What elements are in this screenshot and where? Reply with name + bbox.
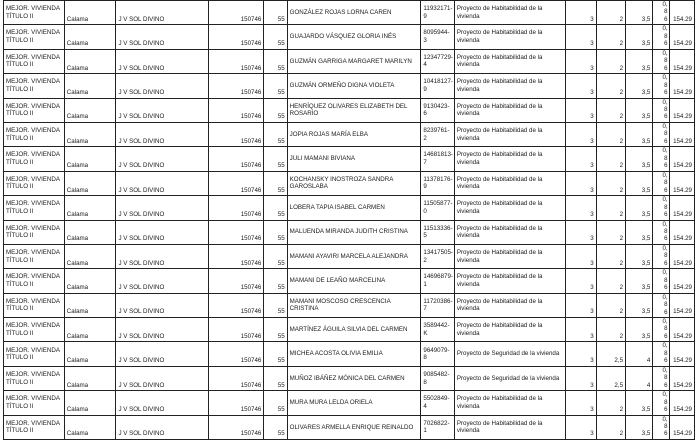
value-a-cell: 3 [566,98,596,122]
committee-cell: J V SOL DIVINO [116,74,208,98]
table-row [4,391,695,415]
commune-cell: Calama [64,415,116,439]
table-row [4,1,695,25]
beneficiary-name-cell: GUAJARDO VÁSQUEZ GLORIA INÉS [287,25,421,49]
value-d-cell: 0, 8 6 [653,366,669,390]
count-cell: 55 [264,147,287,171]
count-cell: 55 [264,25,287,49]
value-c-cell: 3,5 [626,196,653,220]
value-c-cell: 3,5 [626,74,653,98]
rut-cell: 8095944-3 [421,25,454,49]
program-cell: MEJOR. VIVIENDA TÍTULO II [4,415,65,439]
value-b-cell: 2,5 [596,366,625,390]
total-cell: 154.29 [669,391,694,415]
value-b-cell: 2,5 [596,342,625,366]
program-cell: MEJOR. VIVIENDA TÍTULO II [4,147,65,171]
commune-cell: Calama [64,293,116,317]
beneficiary-name-cell: LOBERA TAPIA ISABEL CARMEN [287,196,421,220]
total-cell: 154.29 [669,147,694,171]
committee-cell: J V SOL DIVINO [116,98,208,122]
value-a-cell: 3 [566,391,596,415]
rut-cell: 14681813-7 [421,147,454,171]
value-b-cell: 2 [596,318,625,342]
value-c-cell: 3,5 [626,391,653,415]
value-c-cell: 3,5 [626,98,653,122]
code-cell: 150746 [208,244,264,268]
count-cell: 55 [264,1,287,25]
program-cell: MEJOR. VIVIENDA TÍTULO II [4,391,65,415]
beneficiary-name-cell: GONZÁLEZ ROJAS LORNA CAREN [287,1,421,25]
code-cell: 150746 [208,98,264,122]
commune-cell: Calama [64,49,116,73]
count-cell: 55 [264,318,287,342]
code-cell: 150746 [208,342,264,366]
value-a-cell: 3 [566,366,596,390]
value-c-cell: 4 [626,366,653,390]
value-b-cell: 2 [596,74,625,98]
program-cell: MEJOR. VIVIENDA TÍTULO II [4,269,65,293]
value-d-cell: 0, 8 6 [653,74,669,98]
code-cell: 150746 [208,318,264,342]
project-type-cell: Proyecto de Habitabilidad de la vivienda [454,147,565,171]
value-a-cell: 3 [566,196,596,220]
value-c-cell: 3,5 [626,220,653,244]
value-a-cell: 3 [566,220,596,244]
commune-cell: Calama [64,220,116,244]
count-cell: 55 [264,220,287,244]
value-d-cell: 0, 8 6 [653,391,669,415]
value-a-cell: 3 [566,318,596,342]
total-cell: 154.29 [669,244,694,268]
code-cell: 150746 [208,415,264,439]
program-cell: MEJOR. VIVIENDA TÍTULO II [4,196,65,220]
table-row [4,98,695,122]
beneficiary-name-cell: KOCHANSKY INOSTROZA SANDRA GAROSLABA [287,171,421,195]
table-row [4,366,695,390]
committee-cell: J V SOL DIVINO [116,391,208,415]
count-cell: 55 [264,269,287,293]
project-type-cell: Proyecto de Habitabilidad de la vivienda [454,318,565,342]
value-d-cell: 0, 8 6 [653,147,669,171]
beneficiary-name-cell: JULI MAMANI BIVIANA [287,147,421,171]
count-cell: 55 [264,366,287,390]
rut-cell: 9130423-6 [421,98,454,122]
committee-cell: J V SOL DIVINO [116,49,208,73]
count-cell: 55 [264,342,287,366]
project-type-cell: Proyecto de Habitabilidad de la vivienda [454,1,565,25]
table-row [4,244,695,268]
value-c-cell: 3,5 [626,293,653,317]
value-c-cell: 3,5 [626,244,653,268]
project-type-cell: Proyecto de Habitabilidad de la vivienda [454,244,565,268]
value-b-cell: 2 [596,49,625,73]
code-cell: 150746 [208,293,264,317]
rut-cell: 5502849-4 [421,391,454,415]
program-cell: MEJOR. VIVIENDA TÍTULO II [4,1,65,25]
project-type-cell: Proyecto de Habitabilidad de la vivienda [454,196,565,220]
program-cell: MEJOR. VIVIENDA TÍTULO II [4,244,65,268]
commune-cell: Calama [64,244,116,268]
program-cell: MEJOR. VIVIENDA TÍTULO II [4,98,65,122]
total-cell: 154.29 [669,220,694,244]
value-b-cell: 2 [596,25,625,49]
committee-cell: J V SOL DIVINO [116,342,208,366]
committee-cell: J V SOL DIVINO [116,171,208,195]
value-a-cell: 3 [566,25,596,49]
rut-cell: 10418127-9 [421,74,454,98]
table-row [4,74,695,98]
value-c-cell: 3,5 [626,171,653,195]
value-b-cell: 2 [596,269,625,293]
value-b-cell: 2 [596,171,625,195]
value-b-cell: 2 [596,98,625,122]
committee-cell: J V SOL DIVINO [116,1,208,25]
table-row [4,342,695,366]
value-b-cell: 2 [596,147,625,171]
table-row [4,220,695,244]
project-type-cell: Proyecto de Habitabilidad de la vivienda [454,122,565,146]
code-cell: 150746 [208,1,264,25]
beneficiary-name-cell: JOPIA ROJAS MARÍA ELBA [287,122,421,146]
count-cell: 55 [264,196,287,220]
count-cell: 55 [264,171,287,195]
beneficiary-name-cell: MAMANI AYAVIRI MARCELA ALEJANDRA [287,244,421,268]
count-cell: 55 [264,49,287,73]
code-cell: 150746 [208,74,264,98]
commune-cell: Calama [64,269,116,293]
value-c-cell: 4 [626,342,653,366]
code-cell: 150746 [208,391,264,415]
total-cell: 154.29 [669,171,694,195]
commune-cell: Calama [64,1,116,25]
total-cell: 154.29 [669,49,694,73]
value-c-cell: 3,5 [626,415,653,439]
project-type-cell: Proyecto de Habitabilidad de la vivienda [454,415,565,439]
commune-cell: Calama [64,366,116,390]
total-cell: 154.29 [669,122,694,146]
rut-cell: 9085482-8 [421,366,454,390]
code-cell: 150746 [208,171,264,195]
value-c-cell: 3,5 [626,1,653,25]
total-cell: 154.29 [669,1,694,25]
table-row [4,269,695,293]
value-d-cell: 0, 8 6 [653,244,669,268]
commune-cell: Calama [64,74,116,98]
value-b-cell: 2 [596,391,625,415]
value-d-cell: 0, 8 6 [653,98,669,122]
code-cell: 150746 [208,25,264,49]
commune-cell: Calama [64,171,116,195]
value-b-cell: 2 [596,1,625,25]
code-cell: 150746 [208,366,264,390]
table-row [4,196,695,220]
count-cell: 55 [264,98,287,122]
project-type-cell: Proyecto de Habitabilidad de la vivienda [454,74,565,98]
commune-cell: Calama [64,318,116,342]
commune-cell: Calama [64,196,116,220]
project-type-cell: Proyecto de Habitabilidad de la vivienda [454,269,565,293]
value-b-cell: 2 [596,220,625,244]
rut-cell: 13417505-2 [421,244,454,268]
value-c-cell: 3,5 [626,25,653,49]
value-a-cell: 3 [566,342,596,366]
beneficiary-name-cell: GUZMÁN ORMEÑO DIGNA VIOLETA [287,74,421,98]
commune-cell: Calama [64,25,116,49]
total-cell: 154.29 [669,269,694,293]
code-cell: 150746 [208,49,264,73]
beneficiary-name-cell: MARTÍNEZ ÁGUILA SILVIA DEL CARMEN [287,318,421,342]
count-cell: 55 [264,293,287,317]
value-c-cell: 3,5 [626,49,653,73]
value-a-cell: 3 [566,293,596,317]
program-cell: MEJOR. VIVIENDA TÍTULO II [4,171,65,195]
beneficiary-name-cell: MURA MURA LELDA ORIELA [287,391,421,415]
beneficiary-table [3,0,695,440]
code-cell: 150746 [208,147,264,171]
program-cell: MEJOR. VIVIENDA TÍTULO II [4,122,65,146]
value-d-cell: 0, 8 6 [653,220,669,244]
rut-cell: 9649079-8 [421,342,454,366]
committee-cell: J V SOL DIVINO [116,25,208,49]
rut-cell: 12347729-4 [421,49,454,73]
value-a-cell: 3 [566,1,596,25]
value-c-cell: 3,5 [626,318,653,342]
rut-cell: 11720386-7 [421,293,454,317]
value-d-cell: 0, 8 6 [653,269,669,293]
project-type-cell: Proyecto de Habitabilidad de la vivienda [454,25,565,49]
table-row [4,25,695,49]
program-cell: MEJOR. VIVIENDA TÍTULO II [4,318,65,342]
table-row [4,415,695,439]
committee-cell: J V SOL DIVINO [116,122,208,146]
committee-cell: J V SOL DIVINO [116,147,208,171]
project-type-cell: Proyecto de Habitabilidad de la vivienda [454,49,565,73]
committee-cell: J V SOL DIVINO [116,244,208,268]
code-cell: 150746 [208,196,264,220]
commune-cell: Calama [64,147,116,171]
total-cell: 154.29 [669,318,694,342]
table-row [4,147,695,171]
beneficiary-name-cell: MALUENDA MIRANDA JUDITH CRISTINA [287,220,421,244]
beneficiary-name-cell: MUÑOZ IBÁÑEZ MÓNICA DEL CARMEN [287,366,421,390]
count-cell: 55 [264,74,287,98]
beneficiary-name-cell: MICHEA ACOSTA OLIVIA EMILIA [287,342,421,366]
value-c-cell: 3,5 [626,122,653,146]
commune-cell: Calama [64,98,116,122]
project-type-cell: Proyecto de Habitabilidad de la vivienda [454,293,565,317]
count-cell: 55 [264,415,287,439]
program-cell: MEJOR. VIVIENDA TÍTULO II [4,49,65,73]
value-d-cell: 0, 8 6 [653,122,669,146]
value-a-cell: 3 [566,171,596,195]
value-a-cell: 3 [566,122,596,146]
project-type-cell: Proyecto de Habitabilidad de la vivienda [454,391,565,415]
total-cell: 154.29 [669,415,694,439]
committee-cell: J V SOL DIVINO [116,269,208,293]
table-row [4,49,695,73]
rut-cell: 7026822-1 [421,415,454,439]
value-a-cell: 3 [566,74,596,98]
total-cell: 154.29 [669,342,694,366]
count-cell: 55 [264,391,287,415]
committee-cell: J V SOL DIVINO [116,366,208,390]
value-d-cell: 0, 8 6 [653,293,669,317]
value-d-cell: 0, 8 6 [653,342,669,366]
committee-cell: J V SOL DIVINO [116,220,208,244]
value-a-cell: 3 [566,415,596,439]
program-cell: MEJOR. VIVIENDA TÍTULO II [4,366,65,390]
value-d-cell: 0, 8 6 [653,1,669,25]
total-cell: 154.29 [669,98,694,122]
program-cell: MEJOR. VIVIENDA TÍTULO II [4,293,65,317]
table-row [4,122,695,146]
beneficiary-name-cell: GUZMÁN GARRIGA MARGARET MARILYN [287,49,421,73]
rut-cell: 11505877-0 [421,196,454,220]
rut-cell: 3589442-K [421,318,454,342]
rut-cell: 11932171-9 [421,1,454,25]
table-row [4,293,695,317]
program-cell: MEJOR. VIVIENDA TÍTULO II [4,74,65,98]
committee-cell: J V SOL DIVINO [116,415,208,439]
committee-cell: J V SOL DIVINO [116,196,208,220]
commune-cell: Calama [64,391,116,415]
beneficiary-name-cell: OLIVARES ARMELLA ENRIQUE REINALDO [287,415,421,439]
value-a-cell: 3 [566,49,596,73]
commune-cell: Calama [64,342,116,366]
total-cell: 154.29 [669,196,694,220]
project-type-cell: Proyecto de Seguridad de la vivienda [454,366,565,390]
committee-cell: J V SOL DIVINO [116,318,208,342]
value-a-cell: 3 [566,147,596,171]
total-cell: 154.29 [669,74,694,98]
value-c-cell: 3,5 [626,147,653,171]
project-type-cell: Proyecto de Habitabilidad de la vivienda [454,171,565,195]
program-cell: MEJOR. VIVIENDA TÍTULO II [4,342,65,366]
value-d-cell: 0, 8 6 [653,196,669,220]
project-type-cell: Proyecto de Seguridad de la vivienda [454,342,565,366]
project-type-cell: Proyecto de Habitabilidad de la vivienda [454,98,565,122]
value-c-cell: 3,5 [626,269,653,293]
code-cell: 150746 [208,269,264,293]
value-a-cell: 3 [566,244,596,268]
beneficiary-name-cell: MAMANI MOSCOSO CRESCENCIA CRISTINA [287,293,421,317]
project-type-cell: Proyecto de Habitabilidad de la vivienda [454,220,565,244]
count-cell: 55 [264,122,287,146]
total-cell: 154.29 [669,25,694,49]
rut-cell: 11378176-9 [421,171,454,195]
value-d-cell: 0, 8 6 [653,25,669,49]
program-cell: MEJOR. VIVIENDA TÍTULO II [4,25,65,49]
table-row [4,318,695,342]
value-d-cell: 0, 8 6 [653,171,669,195]
beneficiary-name-cell: MAMANI DE LEAÑO MARCELINA [287,269,421,293]
value-d-cell: 0, 8 6 [653,318,669,342]
value-b-cell: 2 [596,244,625,268]
rut-cell: 14696879-1 [421,269,454,293]
table-row [4,171,695,195]
rut-cell: 8239761-2 [421,122,454,146]
value-d-cell: 0, 8 6 [653,415,669,439]
beneficiary-name-cell: HENRÍQUEZ OLIVARES ELIZABETH DEL ROSARIO [287,98,421,122]
value-b-cell: 2 [596,415,625,439]
total-cell: 154.29 [669,366,694,390]
value-b-cell: 2 [596,122,625,146]
value-a-cell: 3 [566,269,596,293]
program-cell: MEJOR. VIVIENDA TÍTULO II [4,220,65,244]
count-cell: 55 [264,244,287,268]
code-cell: 150746 [208,220,264,244]
value-b-cell: 2 [596,196,625,220]
committee-cell: J V SOL DIVINO [116,293,208,317]
total-cell: 154.29 [669,293,694,317]
code-cell: 150746 [208,122,264,146]
rut-cell: 11513336-5 [421,220,454,244]
value-b-cell: 2 [596,293,625,317]
commune-cell: Calama [64,122,116,146]
value-d-cell: 0, 8 6 [653,49,669,73]
